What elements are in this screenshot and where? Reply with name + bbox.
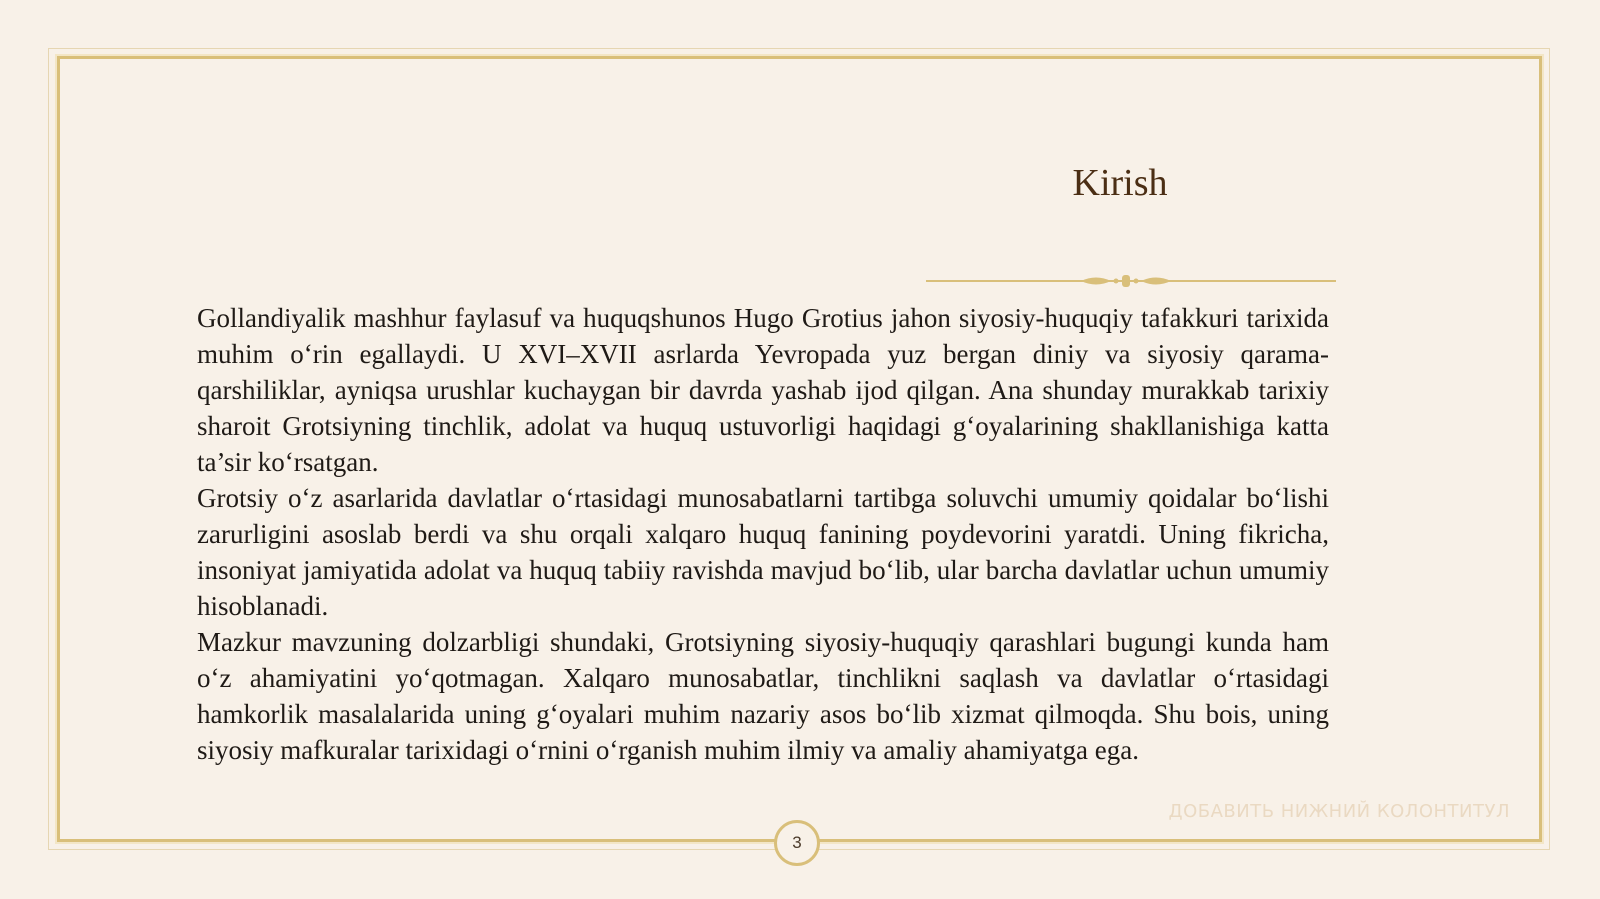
ornamental-divider	[926, 271, 1336, 291]
body-paragraph: Grotsiy o‘z asarlarida davlatlar o‘rtasidagi munosabatlarni tartibga soluvchi umumiy qoidalar bo‘lishi zarurligini asoslab berdi va shu orqali xalqaro huquq fanining poydevorini yaratdi. Uning fikricha, insoniyat jamiyatida adolat va huquq tabiiy ravishda mavjud bo‘lib, ular barcha davlatlar uchun umumiy hisoblanadi.	[197, 483, 1329, 621]
body-paragraph: Mazkur mavzuning dolzarbligi shundaki, Grotsiyning siyosiy-huquqiy qarashlari bugungi kunda ham o‘z ahamiyatini yo‘qotmagan. Xalqaro munosabatlar, tinchlikni saqlash va davlatlar o‘rtasidagi hamkorlik masalalarida uning g‘oyalari muhim nazariy asos bo‘lib xizmat qilmoqda. Shu bois, uning siyosiy mafkuralar tarixidagi o‘rnini o‘rganish muhim ilmiy va amaliy ahamiyatga ega.	[197, 627, 1329, 765]
slide-body	[197, 300, 1329, 768]
slide-title: Kirish	[1072, 162, 1168, 204]
body-paragraph: Gollandiyalik mashhur faylasuf va huquqshunos Hugo Grotius jahon siyosiy-huquqiy tafakkuri tarixida muhim o‘rin egallaydi. U XVI–XVII asrlarda Yevropada yuz bergan diniy va siyosiy qarama-qarshiliklar, ayniqsa urushlar kuchaygan bir davrda yashab ijod qilgan. Ana shunday murakkab tarixiy sharoit Grotsiyning tinchlik, adolat va huquq ustuvorligi haqidagi g‘oyalarining shakllanishiga katta ta’sir ko‘rsatgan.	[197, 303, 1329, 477]
page-number-label: 3	[792, 833, 802, 852]
page-number-badge	[774, 820, 820, 866]
footer-placeholder[interactable]: ДОБАВИТЬ НИЖНИЙ КОЛОНТИТУЛ	[1168, 801, 1510, 822]
